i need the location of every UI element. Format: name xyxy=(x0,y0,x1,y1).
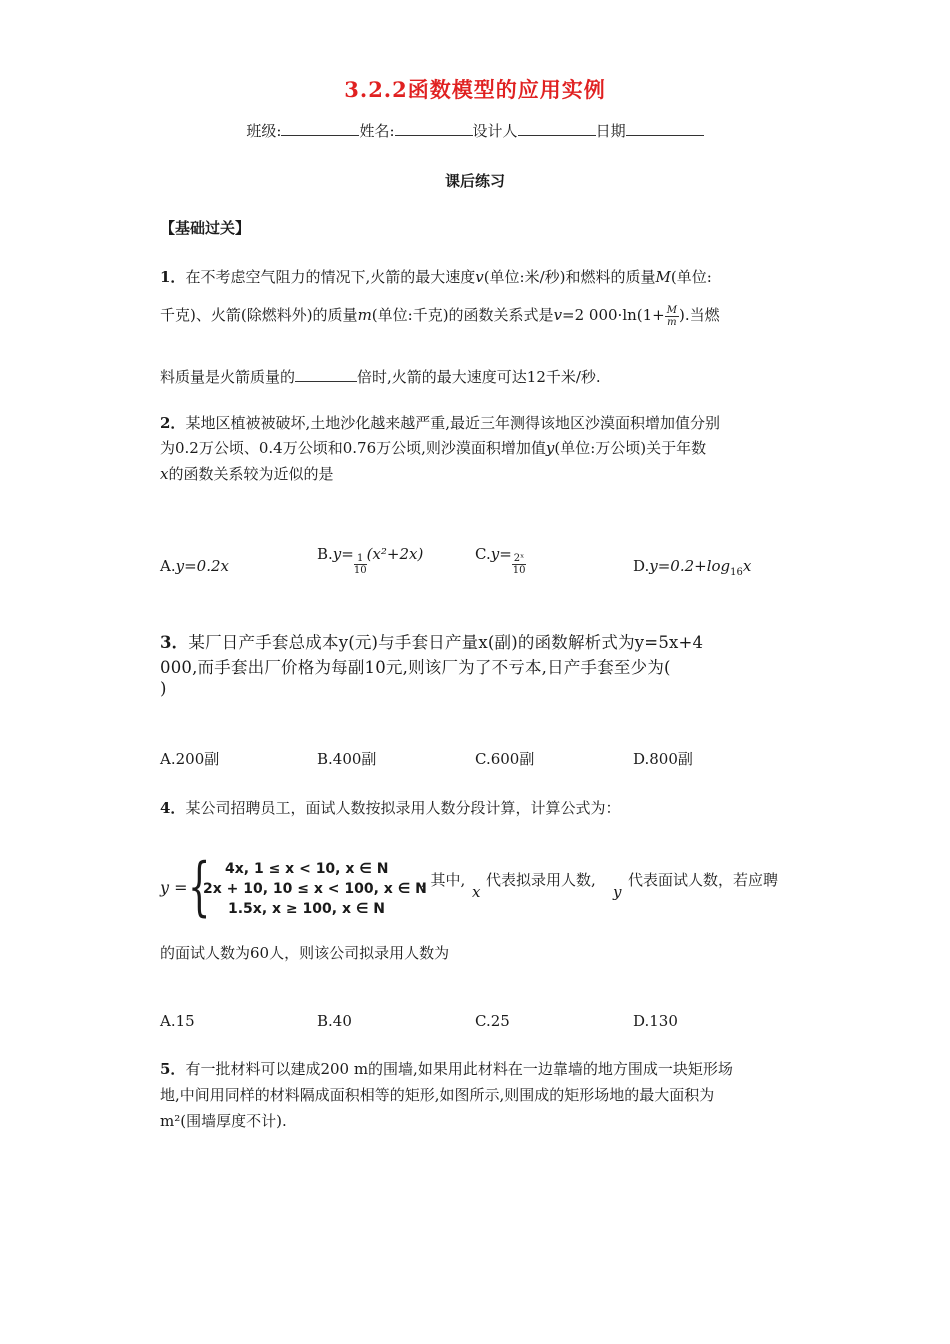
q1-line3 xyxy=(160,366,601,387)
q4-option-b[interactable]: B.40 xyxy=(317,1012,352,1030)
var-m: m xyxy=(357,306,372,324)
var-y: y xyxy=(613,883,622,901)
piecewise-brace: { xyxy=(188,850,211,924)
q4-option-d[interactable]: D.130 xyxy=(633,1012,678,1030)
name-label: 姓名: xyxy=(359,122,395,140)
designer-label: 设计人 xyxy=(472,122,518,140)
option-fraction xyxy=(354,553,367,576)
q5-line3: m²(围墙厚度不计). xyxy=(160,1112,287,1130)
q3-option-a[interactable]: A.200副 xyxy=(160,750,220,768)
q5-number: 5． xyxy=(160,1060,186,1078)
info-line xyxy=(0,120,950,141)
q2-number: 2． xyxy=(160,414,186,432)
q5-line2: 地,中间用同样的材料隔成面积相等的矩形,如图所示,则围成的矩形场地的最大面积为 xyxy=(160,1086,715,1104)
option-formula: y=0.2x xyxy=(175,557,229,575)
group-title: 【基础过关】 xyxy=(160,219,251,237)
class-label: 班级: xyxy=(246,122,282,140)
option-letter: D. xyxy=(633,557,650,575)
formula-v: v xyxy=(553,306,563,324)
q1-answer-blank[interactable] xyxy=(295,367,357,382)
log-base: 16 xyxy=(730,567,743,578)
q3-line2 xyxy=(160,654,671,678)
q1-text: 料质量是火箭质量的 xyxy=(160,368,296,386)
q2-line1 xyxy=(160,412,720,433)
var-y: y xyxy=(545,439,555,457)
q1-text: 在不考虑空气阻力的情况下,火箭的最大速度 xyxy=(185,268,476,286)
date-blank[interactable] xyxy=(626,121,704,136)
piecewise-case-2: 2x + 10, 10 ≤ x < 100, x ∈ N xyxy=(203,881,427,897)
class-blank[interactable] xyxy=(281,121,359,136)
q1-text: (单位: xyxy=(670,268,712,286)
option-formula: y= xyxy=(332,545,354,563)
q1-text: (单位:米/秒)和燃料的质量 xyxy=(483,268,656,286)
section-title: 课后练习 xyxy=(444,172,505,190)
q1-line2 xyxy=(160,304,720,328)
q3-text: ) xyxy=(160,679,167,698)
piecewise-y: y = xyxy=(160,878,188,897)
q4-text: 代表面试人数，若应聘 xyxy=(628,871,779,889)
var-x: x xyxy=(472,883,481,901)
var-M: M xyxy=(655,268,671,286)
var-x: x xyxy=(160,465,169,483)
q4-number: 4． xyxy=(160,799,186,817)
q4-text: 某公司招聘员工，面试人数按拟录用人数分段计算，计算公式为： xyxy=(185,799,621,817)
q4-text: , 其中, xyxy=(421,871,466,889)
q1-text: (单位:千克)的函数关系式是 xyxy=(371,306,554,324)
fraction-denominator: 10 xyxy=(353,565,367,576)
date-label: 日期 xyxy=(595,122,626,140)
option-letter: A. xyxy=(160,557,176,575)
q3-line3 xyxy=(160,679,167,698)
option-letter: B. xyxy=(317,545,333,563)
q3-text: 000,而手套出厂价格为每副10元,则该厂为了不亏本,日产手套至少为( xyxy=(160,658,671,677)
formula-text: =2 000·ln(1+ xyxy=(562,306,665,324)
q3-option-b[interactable]: B.400副 xyxy=(317,750,377,768)
q3-text: 某厂日产手套总成本y(元)与手套日产量x(副)的函数解析式为y=5x+4 xyxy=(188,633,704,652)
name-blank[interactable] xyxy=(395,121,473,136)
q1-number: 1． xyxy=(160,268,186,286)
fraction-numerator: 1 xyxy=(354,553,367,565)
q2-option-b[interactable] xyxy=(317,545,423,576)
fraction-denominator: 10 xyxy=(512,565,526,576)
q2-text: (单位:万公顷)关于年数 xyxy=(554,439,707,457)
q1-text: 千克)、火箭(除燃料外)的质量 xyxy=(160,306,358,324)
option-formula: (x²+2x) xyxy=(366,545,424,563)
q2-option-d[interactable] xyxy=(633,557,751,578)
q3-line1 xyxy=(160,629,703,653)
fraction-denominator: m xyxy=(667,316,677,328)
formula-text: ).当燃 xyxy=(679,306,720,324)
q4-line2 xyxy=(421,869,465,890)
option-formula: y= xyxy=(490,545,512,563)
q2-line2 xyxy=(160,437,706,458)
q1-text: 倍时,火箭的最大速度可达12千米/秒. xyxy=(357,368,601,386)
option-formula: y=0.2+log xyxy=(649,557,731,575)
designer-blank[interactable] xyxy=(518,121,596,136)
q4-option-c[interactable]: C.25 xyxy=(475,1012,510,1030)
q1-line1 xyxy=(160,266,712,287)
fraction-numerator: M xyxy=(666,304,677,316)
piecewise-case-3: 1.5x, x ≥ 100, x ∈ N xyxy=(228,901,385,917)
page-title: 3.2.2函数模型的应用实例 xyxy=(344,77,606,102)
q2-text: 的函数关系较为近似的是 xyxy=(168,465,334,483)
q4-line1 xyxy=(160,797,620,818)
formula-fraction xyxy=(665,305,679,328)
q3-number: 3． xyxy=(160,633,189,652)
option-formula: x xyxy=(742,557,752,575)
q4-option-a[interactable]: A.15 xyxy=(160,1012,195,1030)
q5-line1 xyxy=(160,1058,733,1079)
option-letter: C. xyxy=(475,545,491,563)
option-fraction xyxy=(512,553,527,576)
q3-option-c[interactable]: C.600副 xyxy=(475,750,535,768)
var-v: v xyxy=(475,268,484,286)
q5-text: 有一批材料可以建成200 m的围墙,如果用此材料在一边靠墙的地方围成一块矩形场 xyxy=(185,1060,733,1078)
q3-option-d[interactable]: D.800副 xyxy=(633,750,693,768)
fraction-numerator: 2ˣ xyxy=(513,553,525,564)
q2-line3 xyxy=(160,463,333,484)
q2-text: 某地区植被被破坏,土地沙化越来越严重,最近三年测得该地区沙漠面积增加值分别 xyxy=(185,414,720,432)
q2-text: 为0.2万公顷、0.4万公顷和0.76万公顷,则沙漠面积增加值 xyxy=(160,439,546,457)
piecewise-case-1: 4x, 1 ≤ x < 10, x ∈ N xyxy=(225,861,389,877)
q2-option-c[interactable] xyxy=(475,545,526,576)
q2-option-a[interactable] xyxy=(160,557,229,575)
q4-line3: 的面试人数为60人，则该公司拟录用人数为 xyxy=(160,944,450,962)
q4-text: 代表拟录用人数, xyxy=(486,871,596,889)
